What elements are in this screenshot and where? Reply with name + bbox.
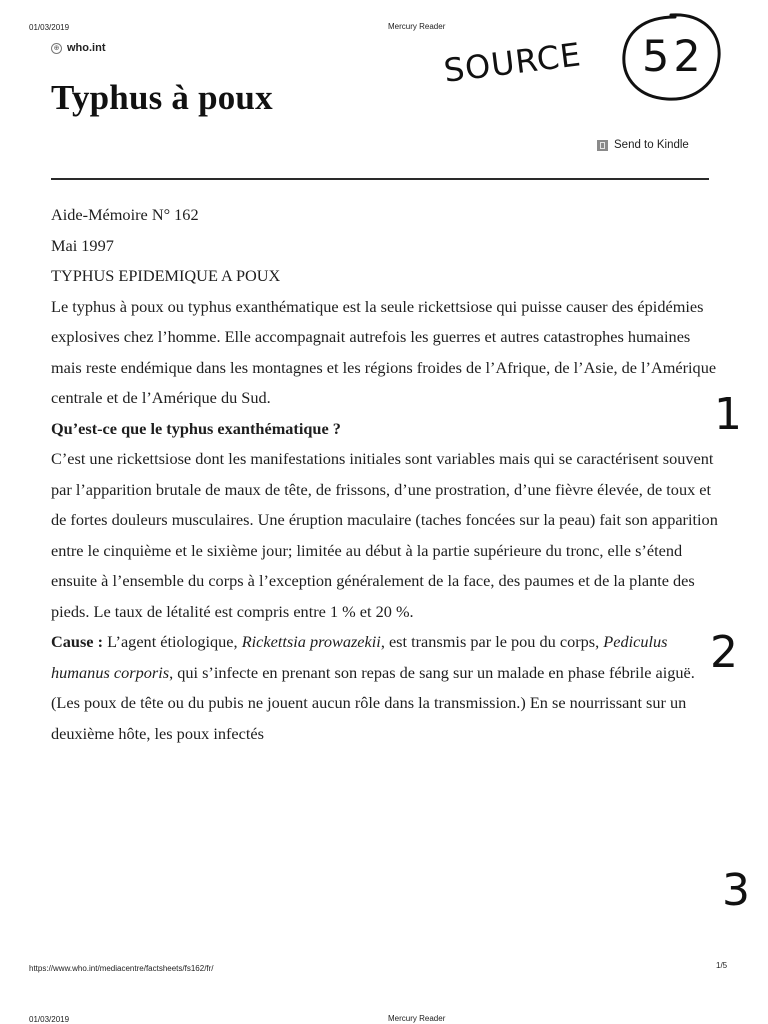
cause-paragraph <box>51 627 719 749</box>
cause-species-1: Rickettsia prowazekii <box>241 632 381 651</box>
send-to-kindle-button[interactable] <box>597 139 689 151</box>
send-to-kindle-label: Send to Kindle <box>614 139 689 151</box>
print-footer-url: https://www.who.int/mediacentre/factsheets/fs162/fr/ <box>29 964 214 973</box>
print-page-number: 1/5 <box>716 961 728 970</box>
site-domain: who.int <box>67 42 106 54</box>
intro-paragraph: Le typhus à poux ou typhus exanthématique est la seule rickettsiose qui puisse causer des épidémies explosives chez l’homme. Elle accompagnait autrefois les guerres et autres catastrophes humaines mais reste endémique dans les montagnes et les régions froides de l’Afrique, de l’Asie, de l’Amérique centrale et de l’Amérique du Sud. <box>51 296 717 407</box>
handwritten-margin-number-1: 1 <box>714 389 742 440</box>
question-heading: Qu’est-ce que le typhus exanthématique ? <box>51 418 341 438</box>
handwritten-margin-number-3: 3 <box>722 865 750 916</box>
next-page-print-date: 01/03/2019 <box>29 1015 70 1024</box>
kindle-icon <box>597 140 608 151</box>
section-heading: TYPHUS EPIDEMIQUE A POUX <box>51 266 281 285</box>
handwritten-source-label: SOURCE <box>441 35 584 90</box>
handwritten-circled-number: 52 <box>642 32 705 82</box>
globe-icon: ⊕ <box>51 43 62 54</box>
cause-label: Cause : <box>51 632 104 651</box>
print-app-name: Mercury Reader <box>388 22 446 31</box>
symptoms-paragraph: C’est une rickettsiose dont les manifestations initiales sont variables mais qui se caractérisent souvent par l’apparition brutale de maux de tête, de frissons, d’une prostration, d’une fièvre élevée, de toux et de fortes douleurs musculaires. Une éruption maculaire (taches foncées sur la peau) fait son apparition entre le cinquième et le sixième jour; limitée au début à la partie supérieure du tronc, elle s’étend ensuite à l’ensemble du corps à l’exception généralement de la face, des paumes et de la plante des pieds. Le taux de létalité est compris entre 1 % et 20 %. <box>51 449 718 621</box>
cause-species-2: Pediculus humanus corporis <box>51 632 668 682</box>
title-divider <box>51 178 709 180</box>
site-source[interactable] <box>51 42 106 54</box>
handwritten-margin-number-2: 2 <box>710 627 738 678</box>
publication-date: Mai 1997 <box>51 235 114 255</box>
page-title: Typhus à poux <box>51 78 273 117</box>
next-page-print-app-name: Mercury Reader <box>388 1014 446 1023</box>
article-body <box>51 200 719 749</box>
memo-number: Aide-Mémoire N° 162 <box>51 205 199 224</box>
cause-text-3: , qui s’infecte en prenant son repas de sang sur un malade en phase fébrile aiguë. (Les poux de tête ou du pubis ne jouent aucun rôle dans la transmission.) En se nourrissant sur un deuxième hôte, les poux infectés <box>51 662 695 743</box>
cause-text-2: , est transmis par le pou du corps, <box>380 632 604 651</box>
print-date: 01/03/2019 <box>29 23 70 32</box>
cause-text-1: L’agent étiologique, <box>103 632 242 651</box>
